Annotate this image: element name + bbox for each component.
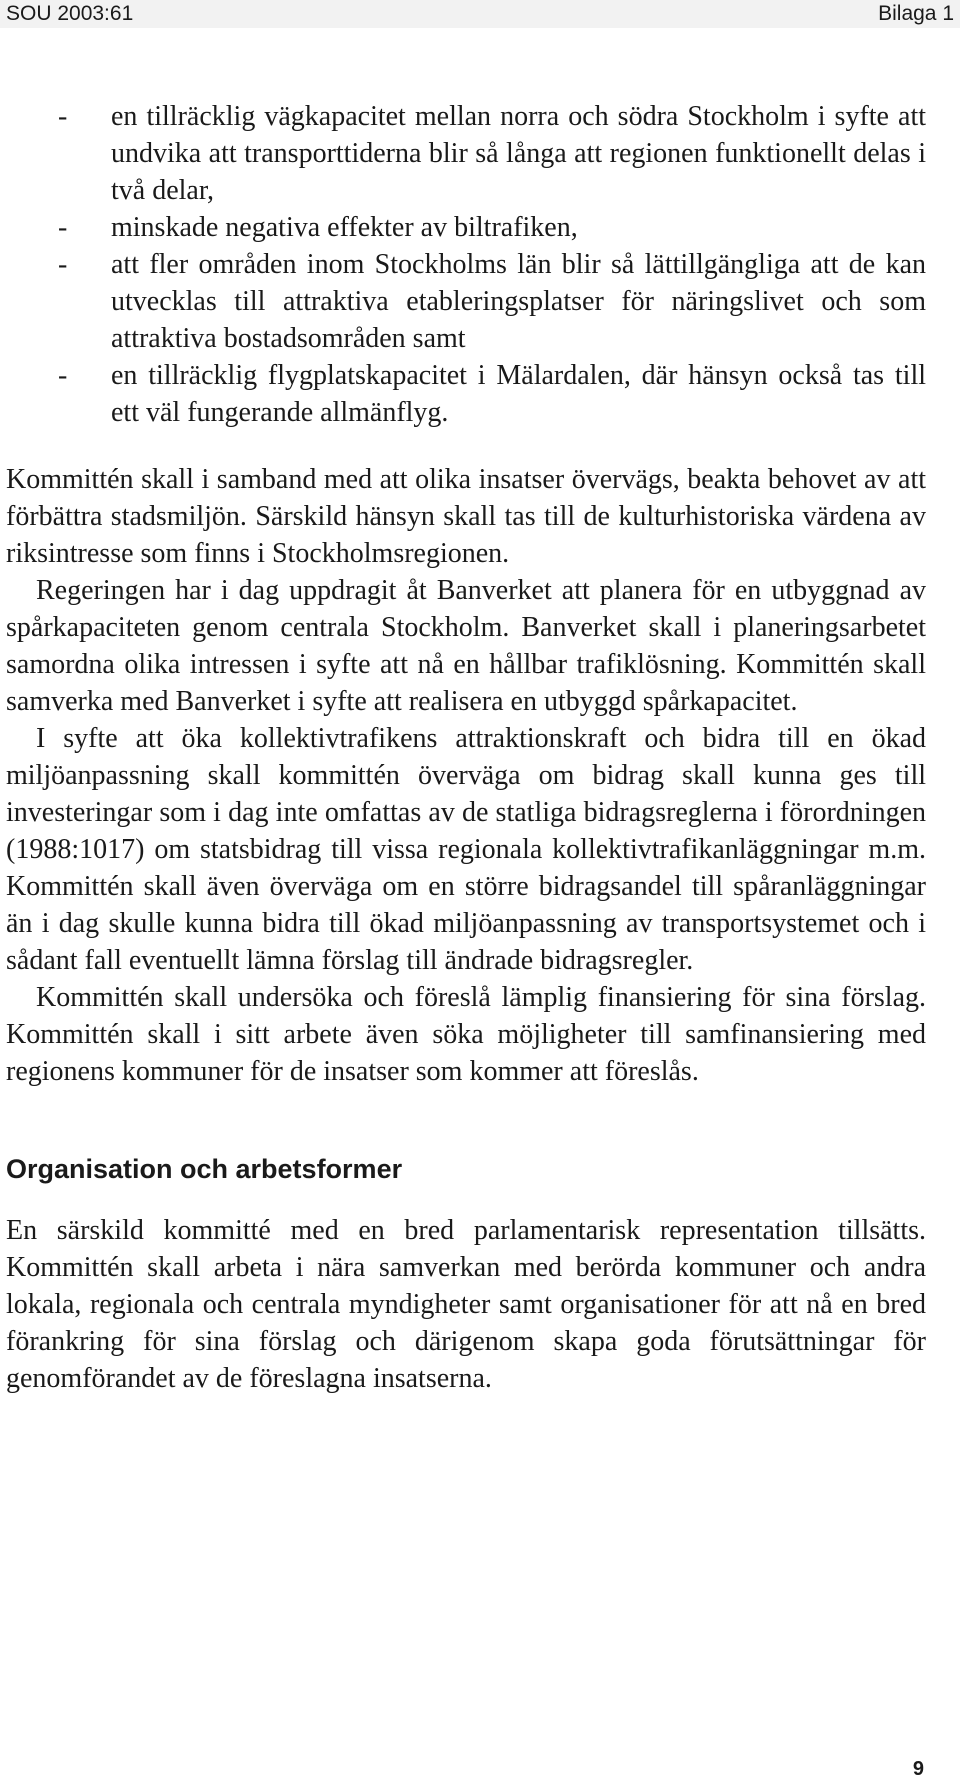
paragraph-banverket: Regeringen har i dag uppdragit åt Banverket att planera för en utbyggnad av spårkapaciteten genom centrala Stockholm. Banverket skall i planeringsarbetet samordna olika intressen i syfte att nå en hållbar trafiklösning. Kommittén skall samverka med Banverket i syfte att realisera en utbyggd spårkapacitet.: [6, 575, 926, 717]
body-paragraphs: [6, 461, 926, 1090]
list-dash: -: [58, 360, 68, 391]
section-heading: Organisation och arbetsformer: [6, 1154, 403, 1184]
page-header: [0, 0, 960, 28]
goal-list: [6, 98, 926, 431]
paragraph-public-transport: I syfte att öka kollektivtrafikens attraktionskraft och bidra till en ökad miljöanpassning skall kommittén överväga om bidrag skall kunna ges till investeringar som i dag inte omfattas av de statliga bidragsreglerna i förordningen (1988:1017) om statsbidrag till vissa regionala kollektivtrafikanläggningar m.m. Kommittén skall även överväga om en större bidragsandel till spåranläggningar än i dag skulle kunna bidra till ökad miljöanpassning av transportsystemet och i sådant fall eventuellt lämna förslag till ändrade bidragsregler.: [6, 723, 926, 976]
list-item-text: minskade negativa effekter av biltrafiken,: [111, 212, 578, 243]
list-item-text: att fler områden inom Stockholms län blir så lättillgängliga att de kan utvecklas till attraktiva etableringsplatser för näringslivet och som attraktiva bostadsområden samt: [111, 249, 926, 354]
page-number: 9: [912, 1758, 924, 1780]
document-body: [6, 98, 926, 1397]
list-item-text: en tillräcklig flygplatskapacitet i Mälardalen, där hänsyn också tas till ett väl fungerande allmänflyg.: [111, 360, 926, 428]
list-item: [6, 209, 926, 246]
paragraph-financing: Kommittén skall undersöka och föreslå lämplig finansiering för sina förslag. Kommittén skall i sitt arbete även söka möjligheter till samfinansiering med regionens kommuner för de insatser som kommer att föreslås.: [6, 982, 926, 1087]
appendix-label: Bilaga 1: [878, 2, 954, 25]
list-item: [6, 246, 926, 357]
list-dash: -: [58, 249, 68, 280]
list-item: [6, 98, 926, 209]
document-reference: SOU 2003:61: [6, 2, 134, 25]
list-item: [6, 357, 926, 431]
list-dash: -: [58, 212, 68, 243]
list-item-text: en tillräcklig vägkapacitet mellan norra och södra Stockholm i syfte att undvika att transporttiderna blir så långa att regionen funktionellt delas i två delar,: [111, 101, 926, 206]
paragraph-city-environment: Kommittén skall i samband med att olika insatser övervägs, beakta behovet av att förbättra stadsmiljön. Särskild hänsyn skall tas till de kulturhistoriska värdena av riksintresse som finns i Stockholmsregionen.: [6, 464, 926, 569]
paragraph-organisation: En särskild kommitté med en bred parlamentarisk representation tillsätts. Kommittén skall arbeta i nära samverkan med berörda kommuner och andra lokala, regionala och centrala myndigheter samt organisationer för att nå en bred förankring för sina förslag och därigenom skapa goda förutsättningar för genomförandet av de föreslagna insatserna.: [6, 1215, 926, 1394]
list-dash: -: [58, 101, 68, 132]
